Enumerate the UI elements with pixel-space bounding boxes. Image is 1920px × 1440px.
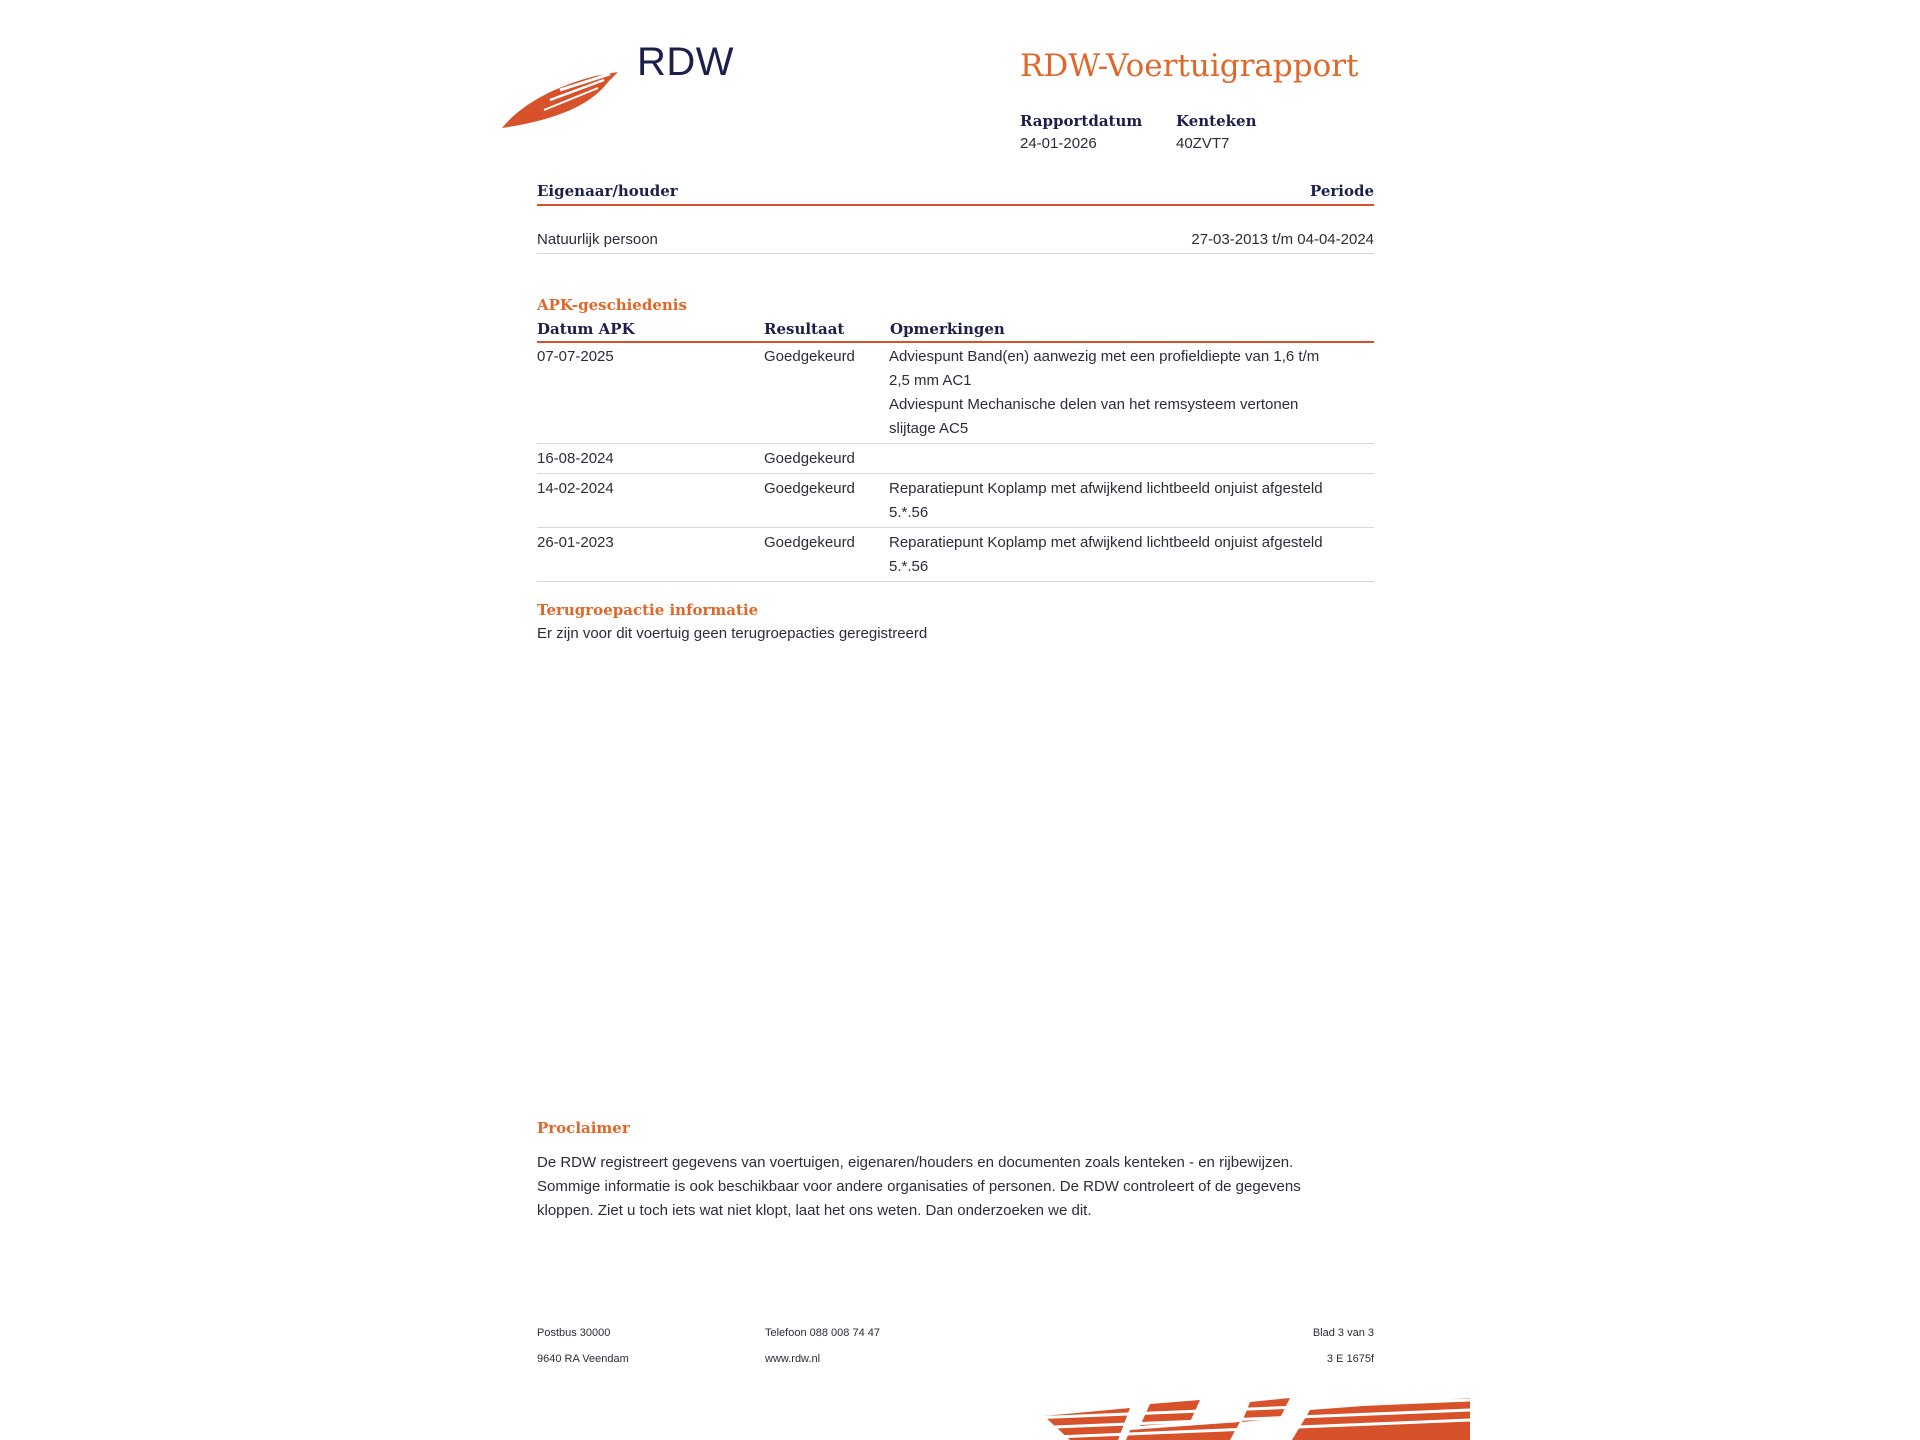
proclaimer-line: Sommige informatie is ook beschikbaar voor andere organisaties of personen. De RDW controleert of de gegevens — [537, 1178, 1301, 1195]
meta-label-plate: Kenteken — [1176, 112, 1257, 130]
apk-table-row — [537, 474, 1374, 528]
apk-remark-line: 5.*.56 — [889, 504, 929, 521]
apk-row-remarks — [889, 447, 1374, 471]
apk-remark-line: Adviespunt Band(en) aanwezig met een profieldiepte van 1,6 t/m — [889, 348, 1320, 365]
apk-row-date: 14-02-2024 — [537, 480, 614, 497]
apk-remark-line: 2,5 mm AC1 — [889, 372, 972, 389]
apk-remark-line: Reparatiepunt Koplamp met afwijkend lichtbeeld onjuist afgesteld — [889, 480, 1323, 497]
apk-section-title: APK-geschiedenis — [537, 296, 687, 314]
apk-remark-line: slijtage AC5 — [889, 420, 969, 437]
period-column-header: Periode — [1309, 182, 1374, 200]
apk-table — [537, 342, 1374, 582]
owner-value: Natuurlijk persoon — [537, 231, 658, 248]
apk-header-result: Resultaat — [764, 320, 845, 338]
apk-remark-line: Adviespunt Mechanische delen van het remsysteem vertonen — [889, 396, 1299, 413]
apk-row-date: 26-01-2023 — [537, 534, 614, 551]
proclaimer-line: De RDW registreert gegevens van voertuigen, eigenaren/houders en documenten zoals kenteken - en rijbewijzen. — [537, 1154, 1294, 1171]
apk-remark-line: 5.*.56 — [889, 558, 929, 575]
apk-row-date: 07-07-2025 — [537, 348, 614, 365]
recall-text: Er zijn voor dit voertuig geen terugroepacties geregistreerd — [537, 625, 928, 642]
apk-row-remarks — [889, 345, 1374, 441]
owner-column-header: Eigenaar/houder — [537, 182, 678, 200]
apk-remark-line: Reparatiepunt Koplamp met afwijkend lichtbeeld onjuist afgesteld — [889, 534, 1323, 551]
apk-row-result: Goedgekeurd — [764, 450, 855, 467]
rdw-logo-icon — [500, 66, 620, 132]
footer-document-code: 3 E 1675f — [1326, 1353, 1374, 1365]
recall-section-title: Terugroepactie informatie — [537, 601, 759, 619]
report-title: RDW-Voertuigrapport — [1020, 48, 1359, 84]
footer-website: www.rdw.nl — [765, 1353, 821, 1365]
proclaimer-text — [537, 1151, 1377, 1223]
footer-address-line2: 9640 RA Veendam — [537, 1353, 629, 1365]
apk-row-remarks — [889, 477, 1374, 525]
proclaimer-line: kloppen. Ziet u toch iets wat niet klopt, laat het ons weten. Dan onderzoeken we dit. — [537, 1202, 1092, 1219]
apk-row-result: Goedgekeurd — [764, 348, 855, 365]
apk-row-result: Goedgekeurd — [764, 480, 855, 497]
apk-row-remarks — [889, 531, 1374, 579]
apk-row-date: 16-08-2024 — [537, 450, 614, 467]
apk-table-row — [537, 444, 1374, 474]
owner-header-rule — [537, 204, 1374, 206]
meta-value-plate: 40ZVT7 — [1176, 135, 1230, 152]
footer-page-number: Blad 3 van 3 — [1312, 1327, 1374, 1339]
logo-text: RDW — [637, 40, 735, 84]
decorative-stripes-graphic — [1030, 1396, 1470, 1440]
proclaimer-title: Proclaimer — [537, 1119, 630, 1137]
footer-address-line1: Postbus 30000 — [537, 1327, 611, 1339]
meta-label-report-date: Rapportdatum — [1020, 112, 1143, 130]
apk-table-row — [537, 342, 1374, 444]
owner-row-rule — [537, 253, 1374, 254]
period-value: 27-03-2013 t/m 04-04-2024 — [1191, 231, 1374, 248]
footer-phone: Telefoon 088 008 74 47 — [765, 1327, 880, 1339]
apk-row-result: Goedgekeurd — [764, 534, 855, 551]
apk-header-date: Datum APK — [537, 320, 635, 338]
meta-value-report-date: 24-01-2026 — [1020, 135, 1097, 152]
apk-header-remarks: Opmerkingen — [890, 320, 1005, 338]
apk-table-row — [537, 528, 1374, 582]
